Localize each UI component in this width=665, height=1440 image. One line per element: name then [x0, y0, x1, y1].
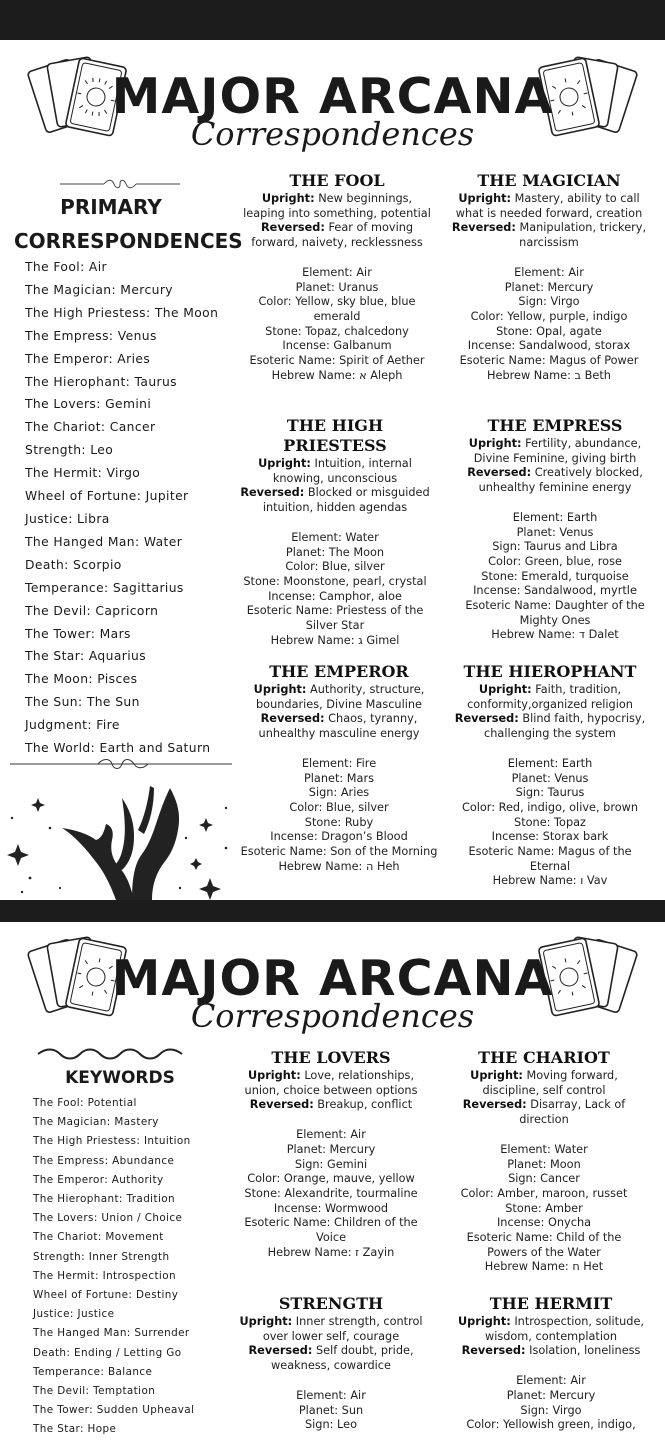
- card-the-lovers: [231, 1048, 431, 1260]
- field-label: Upright:: [247, 1069, 301, 1082]
- sidebar-heading-line1: PRIMARY: [60, 195, 162, 219]
- card-text: [240, 712, 438, 741]
- card-text: Authority, structure, boundaries, Divine Masculine: [256, 683, 425, 711]
- card-text: Hebrew Name: ו Vav: [492, 874, 608, 888]
- card-the-chariot: [448, 1048, 640, 1275]
- card-text: Stone: Ruby: [304, 815, 374, 829]
- page-title: MAJOR ARCANA: [111, 68, 554, 125]
- field-label: Reversed:: [240, 486, 305, 500]
- field-label: Upright:: [457, 1315, 511, 1328]
- card-title: THE LOVERS: [271, 1048, 391, 1067]
- list-item: The Star: Hope: [33, 1423, 117, 1436]
- card-text: Planet: Uranus: [295, 280, 379, 294]
- list-item: The Chariot: Cancer: [25, 420, 156, 435]
- field-label: Reversed:: [467, 466, 532, 480]
- page-subtitle: Correspondences: [190, 997, 475, 1035]
- list-item: The Emperor: Aries: [25, 351, 151, 366]
- sidebar-heading: [14, 190, 243, 258]
- card-text: Color: Yellow, purple, indigo: [470, 309, 628, 323]
- card-text: Incense: Dragon’s Blood: [270, 830, 408, 844]
- card-text: Self doubt, pride, weakness, cowardice: [271, 1344, 414, 1373]
- card-text: Isolation, loneliness: [525, 1344, 641, 1358]
- card-text: Incense: Onycha: [496, 1216, 592, 1230]
- card-title: THE FOOL: [289, 171, 385, 190]
- card-the-hermit: [448, 1294, 654, 1433]
- card-title: THE CHARIOT: [478, 1048, 610, 1067]
- list-item: The Lovers: Union / Choice: [33, 1212, 183, 1225]
- card-text: Creatively blocked, unhealthy feminine energy: [478, 466, 643, 495]
- card-text: [235, 486, 435, 515]
- card-text: Planet: Venus: [511, 771, 589, 785]
- field-label: Upright:: [468, 437, 522, 450]
- card-text: Incense: Wormwood: [273, 1201, 389, 1215]
- card-text: [243, 221, 431, 250]
- top-dark-bar: [0, 0, 665, 40]
- card-text: Element: Water: [291, 530, 379, 544]
- card-text: Element: Earth: [512, 510, 598, 524]
- ornament-divider-icon: [60, 178, 180, 190]
- list-item: The Tower: Mars: [25, 626, 131, 641]
- card-text: Hebrew Name: ד Dalet: [491, 628, 619, 642]
- card-text: Sign: Aries: [308, 786, 370, 800]
- list-item: Justice: Justice: [33, 1308, 115, 1321]
- card-the-emperor: [240, 662, 438, 874]
- card-the-high-priestess: [235, 416, 435, 648]
- list-item: The Devil: Capricorn: [25, 603, 159, 618]
- sidebar-heading-line2: CORRESPONDENCES: [14, 229, 243, 253]
- list-item: Wheel of Fortune: Destiny: [33, 1289, 179, 1302]
- card-text: Element: Air: [296, 1388, 366, 1402]
- card-text: Incense: Storax bark: [491, 830, 609, 844]
- card-text: Manipulation, trickery, narcissism: [515, 221, 647, 250]
- field-label: Upright:: [478, 683, 532, 696]
- field-label: Upright:: [470, 1069, 523, 1082]
- card-text: Sign: Leo: [305, 1418, 357, 1432]
- list-item: The Fool: Air: [25, 260, 108, 274]
- card-text: Introspection, solitude, wisdom, contemplation: [484, 1315, 644, 1343]
- list-item: Death: Scorpio: [25, 557, 122, 572]
- card-text: Hebrew Name: ג Gimel: [270, 633, 400, 647]
- card-text: Element: Air: [514, 265, 584, 279]
- keywords-list: [33, 1094, 194, 1440]
- card-title: STRENGTH: [278, 1294, 384, 1313]
- card-text: Element: Water: [500, 1142, 588, 1156]
- list-item: The High Priestess: The Moon: [25, 305, 219, 320]
- card-text: Planet: Mercury: [504, 280, 594, 294]
- card-text: Esoteric Name: Magus of Power: [459, 354, 639, 368]
- card-text: Incense: Camphor, aloe: [268, 589, 402, 603]
- field-label: Upright:: [239, 1315, 293, 1328]
- card-text: [455, 437, 655, 466]
- list-item: The Empress: Venus: [25, 328, 157, 343]
- field-label: Upright:: [458, 192, 512, 205]
- card-text: Sign: Taurus and Libra: [492, 540, 618, 554]
- card-text: [243, 192, 431, 221]
- card-text: Stone: Topaz: [514, 815, 586, 829]
- card-text: Planet: Sun: [298, 1403, 364, 1417]
- card-text: [455, 466, 655, 495]
- card-text: [450, 712, 650, 741]
- card-text: Mastery, ability to call what is needed forward, creation: [455, 192, 643, 220]
- card-text: Sign: Cancer: [508, 1172, 580, 1186]
- list-item: The Star: Aquarius: [25, 649, 147, 664]
- card-text: Color: Amber, maroon, russet: [460, 1186, 628, 1200]
- card-text: Planet: Mercury: [286, 1142, 376, 1156]
- field-label: Reversed:: [248, 1344, 313, 1358]
- list-item: The Lovers: Gemini: [25, 397, 152, 412]
- card-text: [450, 192, 648, 221]
- card-text: Color: Red, indigo, olive, brown: [461, 800, 639, 814]
- page-one: [0, 40, 665, 900]
- card-text: Color: Orange, mauve, yellow: [247, 1172, 415, 1186]
- card-text: Inner strength, control over lower self, courage: [262, 1315, 423, 1343]
- card-text: Color: Blue, silver: [289, 800, 389, 814]
- list-item: The Hanged Man: Water: [25, 534, 183, 549]
- list-item: Judgment: Fire: [25, 718, 120, 733]
- card-text: Blocked or misguided intuition, hidden agendas: [262, 486, 430, 515]
- card-text: Disarray, Lack of direction: [519, 1098, 626, 1127]
- card-text: Incense: Sandalwood, myrtle: [473, 584, 637, 598]
- list-item: Temperance: Balance: [33, 1365, 153, 1378]
- hands-illustration: [0, 758, 235, 900]
- card-title: THE EMPRESS: [487, 416, 623, 435]
- card-text: Moving forward, discipline, self control: [482, 1069, 618, 1097]
- card-text: Stone: Alexandrite, tourmaline: [244, 1186, 418, 1200]
- list-item: The Sun: The Sun: [25, 695, 140, 710]
- list-item: The Moon: Pisces: [25, 672, 138, 687]
- card-text: Sign: Virgo: [518, 295, 580, 309]
- card-title: THE EMPEROR: [269, 662, 409, 681]
- card-text: Planet: Mars: [303, 771, 374, 785]
- card-text: [450, 221, 648, 250]
- card-text: Stone: Opal, agate: [496, 324, 602, 338]
- field-label: Reversed:: [249, 1098, 314, 1112]
- list-item: The Fool: Potential: [33, 1097, 137, 1109]
- card-text: Hebrew Name: ז Zayin: [267, 1245, 395, 1259]
- card-text: Incense: Galbanum: [282, 339, 392, 353]
- card-text: Blind faith, hypocrisy, challenging the system: [484, 712, 646, 741]
- card-text: [448, 1098, 640, 1127]
- field-label: Reversed:: [462, 1098, 527, 1112]
- card-text: Color: Blue, silver: [285, 560, 385, 574]
- list-item: The Tower: Sudden Upheaval: [33, 1404, 195, 1417]
- card-text: [450, 683, 650, 712]
- card-text: Hebrew Name: ה Heh: [278, 859, 400, 873]
- card-the-hierophant: [450, 662, 650, 889]
- card-text: Esoteric Name: Daughter of the Mighty Ones: [465, 599, 645, 627]
- card-text: Planet: Mercury: [506, 1388, 596, 1402]
- card-text: Incense: Sandalwood, storax: [467, 339, 631, 353]
- card-strength: [231, 1294, 431, 1433]
- card-text: Element: Earth: [507, 756, 593, 770]
- card-text: Element: Fire: [301, 756, 377, 770]
- list-item: Strength: Inner Strength: [33, 1250, 170, 1263]
- card-text: Intuition, internal knowing, unconscious: [272, 457, 412, 485]
- card-text: [231, 1069, 431, 1098]
- card-text: [231, 1098, 431, 1113]
- card-text: Stone: Topaz, chalcedony: [265, 324, 409, 338]
- list-item: The Hermit: Virgo: [25, 466, 141, 481]
- card-the-fool: [243, 171, 431, 383]
- card-title: THE HERMIT: [489, 1294, 613, 1313]
- list-item: The Hermit: Introspection: [33, 1269, 176, 1282]
- field-label: Upright:: [258, 457, 311, 470]
- card-text: Planet: Moon: [507, 1157, 581, 1171]
- list-item: Death: Ending / Letting Go: [33, 1346, 182, 1359]
- list-item: The High Priestess: Intuition: [33, 1135, 191, 1148]
- card-text: Hebrew Name: ב Beth: [487, 368, 611, 382]
- card-text: Esoteric Name: Priestess of the Silver Star: [246, 604, 424, 633]
- card-text: Sign: Virgo: [520, 1403, 582, 1417]
- list-item: Strength: Leo: [25, 443, 114, 458]
- card-text: Esoteric Name: Child of the Powers of the Water: [466, 1231, 622, 1259]
- field-label: Upright:: [261, 192, 315, 205]
- list-item: The Magician: Mastery: [33, 1116, 159, 1129]
- card-title: THE HIEROPHANT: [463, 662, 637, 681]
- list-item: The Hanged Man: Surrender: [33, 1327, 190, 1340]
- card-text: Color: Yellow, sky blue, blue emerald: [258, 295, 416, 323]
- card-text: Esoteric Name: Spirit of Aether: [249, 354, 425, 368]
- card-text: Stone: Emerald, turquoise: [481, 569, 629, 583]
- card-text: [448, 1069, 640, 1098]
- card-text: [448, 1344, 654, 1359]
- ornament-divider-icon: [36, 1047, 196, 1061]
- sidebar-heading-keywords: KEYWORDS: [65, 1068, 175, 1088]
- card-text: Faith, tradition, conformity,organized religion: [467, 683, 633, 711]
- card-text: Love, relationships, union, choice between options: [244, 1069, 418, 1097]
- card-text: [231, 1315, 431, 1344]
- card-the-empress: [455, 416, 655, 643]
- list-item: The Hierophant: Taurus: [25, 374, 177, 389]
- card-title: THE MAGICIAN: [477, 171, 621, 190]
- card-text: Element: Air: [296, 1128, 366, 1142]
- middle-dark-bar: [0, 900, 665, 922]
- card-text: [240, 683, 438, 712]
- list-item: Temperance: Sagittarius: [25, 580, 184, 595]
- card-text: New beginnings, leaping into something, potential: [243, 192, 431, 220]
- card-text: Hebrew Name: ח Het: [484, 1260, 604, 1274]
- card-text: Element: Air: [516, 1374, 586, 1388]
- field-label: Reversed:: [260, 221, 325, 235]
- card-text: [231, 1344, 431, 1373]
- card-the-magician: [450, 171, 648, 383]
- page-subtitle: Correspondences: [190, 115, 475, 153]
- list-item: The Magician: Mercury: [25, 282, 173, 297]
- card-text: Planet: Venus: [516, 525, 594, 539]
- list-item: The Emperor: Authority: [33, 1173, 164, 1186]
- card-text: [448, 1315, 654, 1344]
- card-text: Esoteric Name: Children of the Voice: [244, 1216, 418, 1245]
- list-item: The World: Earth and Saturn: [25, 741, 211, 756]
- card-text: Breakup, conflict: [313, 1098, 413, 1112]
- card-text: Chaos, tyranny, unhealthy masculine energy: [258, 712, 420, 741]
- card-text: Sign: Gemini: [294, 1157, 368, 1171]
- list-item: Wheel of Fortune: Jupiter: [25, 489, 189, 504]
- card-text: Color: Green, blue, rose: [488, 554, 622, 568]
- field-label: Upright:: [253, 683, 307, 696]
- card-text: [235, 457, 435, 486]
- page-title: MAJOR ARCANA: [111, 950, 554, 1007]
- card-text: Sign: Taurus: [515, 786, 585, 800]
- card-text: Fear of moving forward, naivety, recklessness: [251, 221, 423, 250]
- list-item: The Hierophant: Tradition: [33, 1193, 175, 1206]
- list-item: The Empress: Abundance: [33, 1154, 175, 1167]
- card-title: THE HIGH PRIESTESS: [283, 416, 387, 455]
- list-item: The Chariot: Movement: [33, 1231, 164, 1244]
- card-text: Fertility, abundance, Divine Feminine, giving birth: [473, 437, 642, 465]
- card-text: Hebrew Name: א Aleph: [271, 368, 403, 382]
- field-label: Reversed:: [454, 712, 519, 726]
- card-text: Esoteric Name: Son of the Morning: [240, 845, 438, 859]
- field-label: Reversed:: [451, 221, 516, 235]
- page-two: [0, 922, 665, 1440]
- card-text: Element: Air: [302, 265, 372, 279]
- field-label: Reversed:: [260, 712, 325, 726]
- card-text: Planet: The Moon: [285, 545, 385, 559]
- card-text: Color: Yellowish green, indigo,: [466, 1418, 636, 1432]
- list-item: Justice: Libra: [25, 511, 110, 526]
- card-text: Stone: Moonstone, pearl, crystal: [243, 574, 427, 588]
- list-item: The Devil: Temptation: [33, 1385, 156, 1398]
- card-text: Esoteric Name: Magus of the Eternal: [468, 845, 632, 873]
- field-label: Reversed:: [461, 1344, 526, 1358]
- card-text: Stone: Amber: [505, 1201, 583, 1215]
- primary-correspondences-list: [25, 256, 218, 760]
